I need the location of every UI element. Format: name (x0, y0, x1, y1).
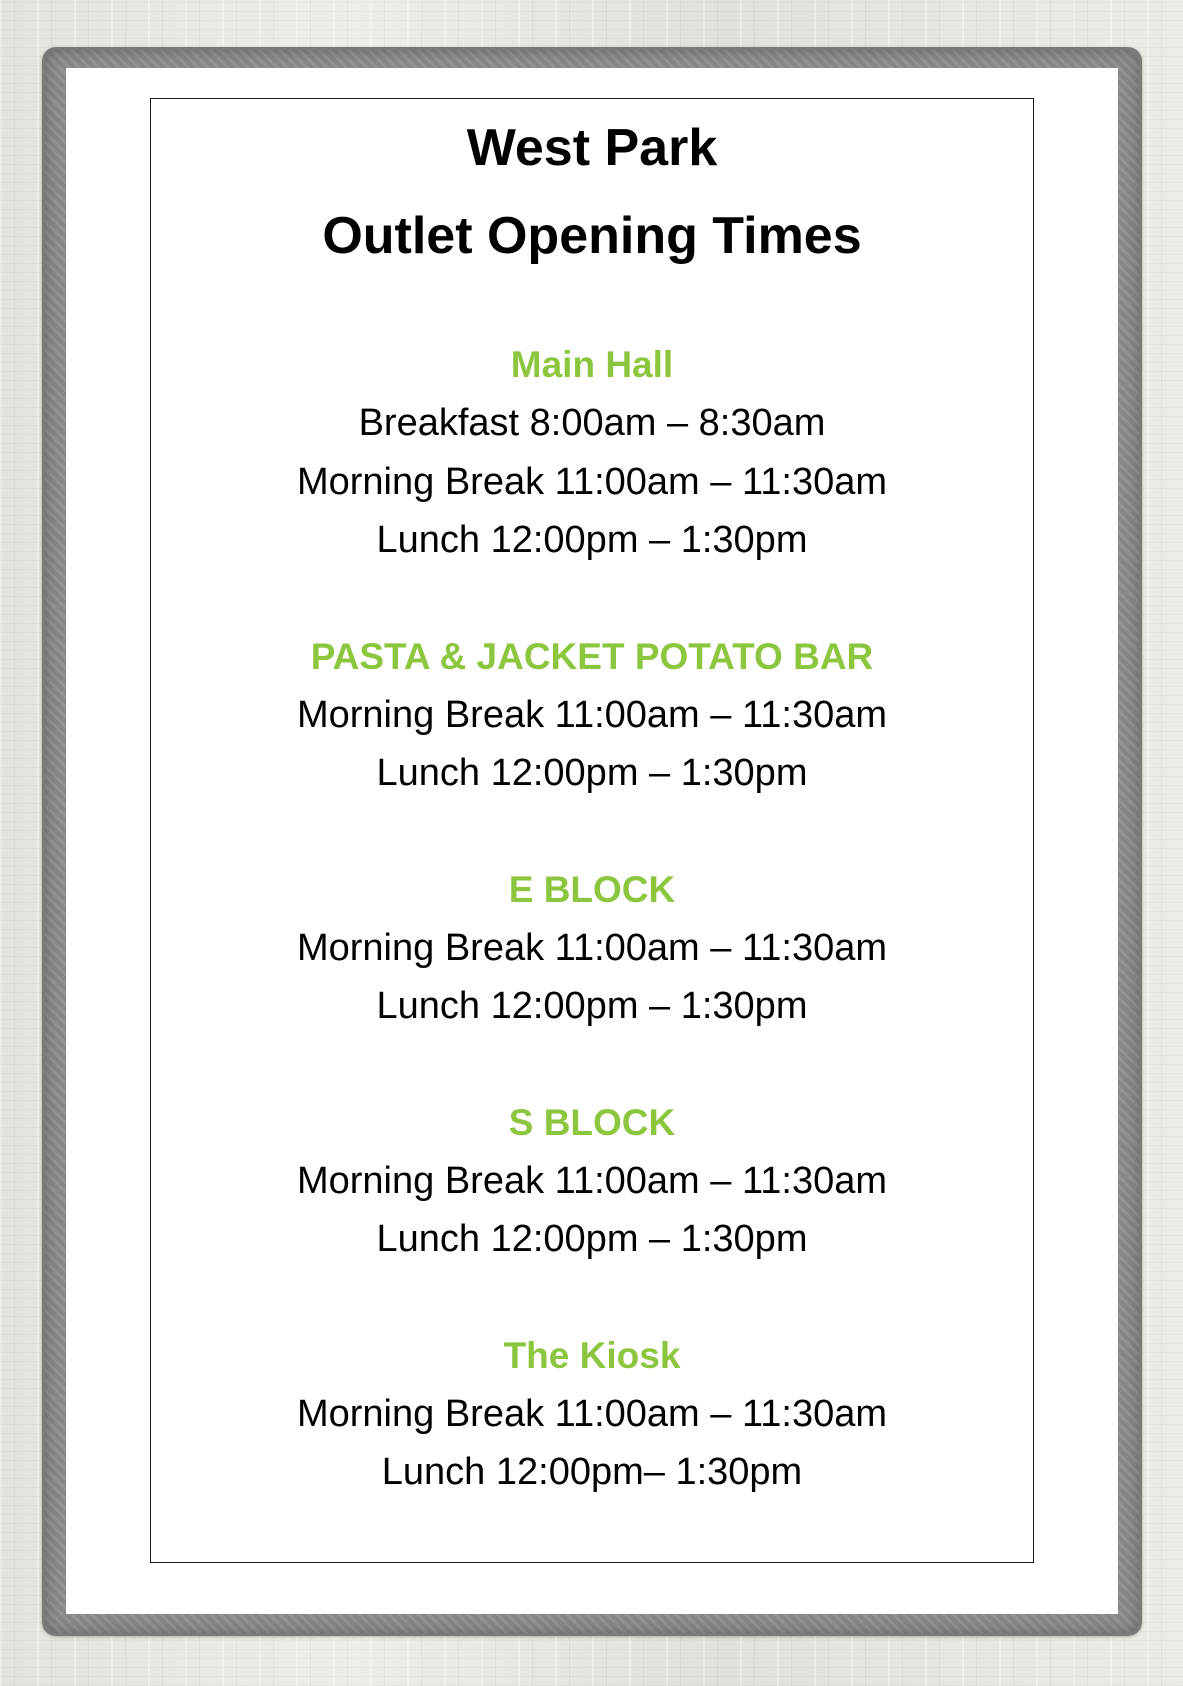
spacer (150, 803, 1034, 861)
section-heading: S BLOCK (508, 1101, 676, 1143)
page-title-line-1: West Park (466, 119, 718, 177)
section-s-block (150, 1094, 1034, 1269)
spacer (150, 1036, 1034, 1094)
page-title-line-2: Outlet Opening Times (322, 207, 862, 265)
time-line: Morning Break 11:00am – 11:30am (296, 926, 888, 969)
section-heading: E BLOCK (508, 868, 676, 910)
time-line: Lunch 12:00pm – 1:30pm (376, 519, 808, 561)
section-e-block (150, 861, 1034, 1036)
opening-times-content (150, 98, 1034, 1502)
time-line: Lunch 12:00pm– 1:30pm (381, 1451, 803, 1493)
section-the-kiosk (150, 1327, 1034, 1502)
spacer (150, 1269, 1034, 1327)
section-pasta-jacket-potato-bar (150, 628, 1034, 803)
time-line: Lunch 12:00pm – 1:30pm (376, 752, 808, 794)
time-line: Morning Break 11:00am – 11:30am (296, 460, 888, 503)
spacer (150, 570, 1034, 628)
section-heading: The Kiosk (503, 1334, 681, 1376)
time-line: Morning Break 11:00am – 11:30am (296, 1392, 888, 1435)
section-main-hall (150, 336, 1034, 570)
title-block (150, 104, 1034, 280)
section-heading: PASTA & JACKET POTATO BAR (310, 635, 874, 677)
time-line: Morning Break 11:00am – 11:30am (296, 1159, 888, 1202)
time-line: Breakfast 8:00am – 8:30am (358, 402, 826, 444)
section-heading: Main Hall (510, 344, 674, 385)
time-line: Lunch 12:00pm – 1:30pm (376, 985, 808, 1027)
spacer (150, 280, 1034, 336)
time-line: Morning Break 11:00am – 11:30am (296, 693, 888, 736)
time-line: Lunch 12:00pm – 1:30pm (376, 1218, 808, 1260)
